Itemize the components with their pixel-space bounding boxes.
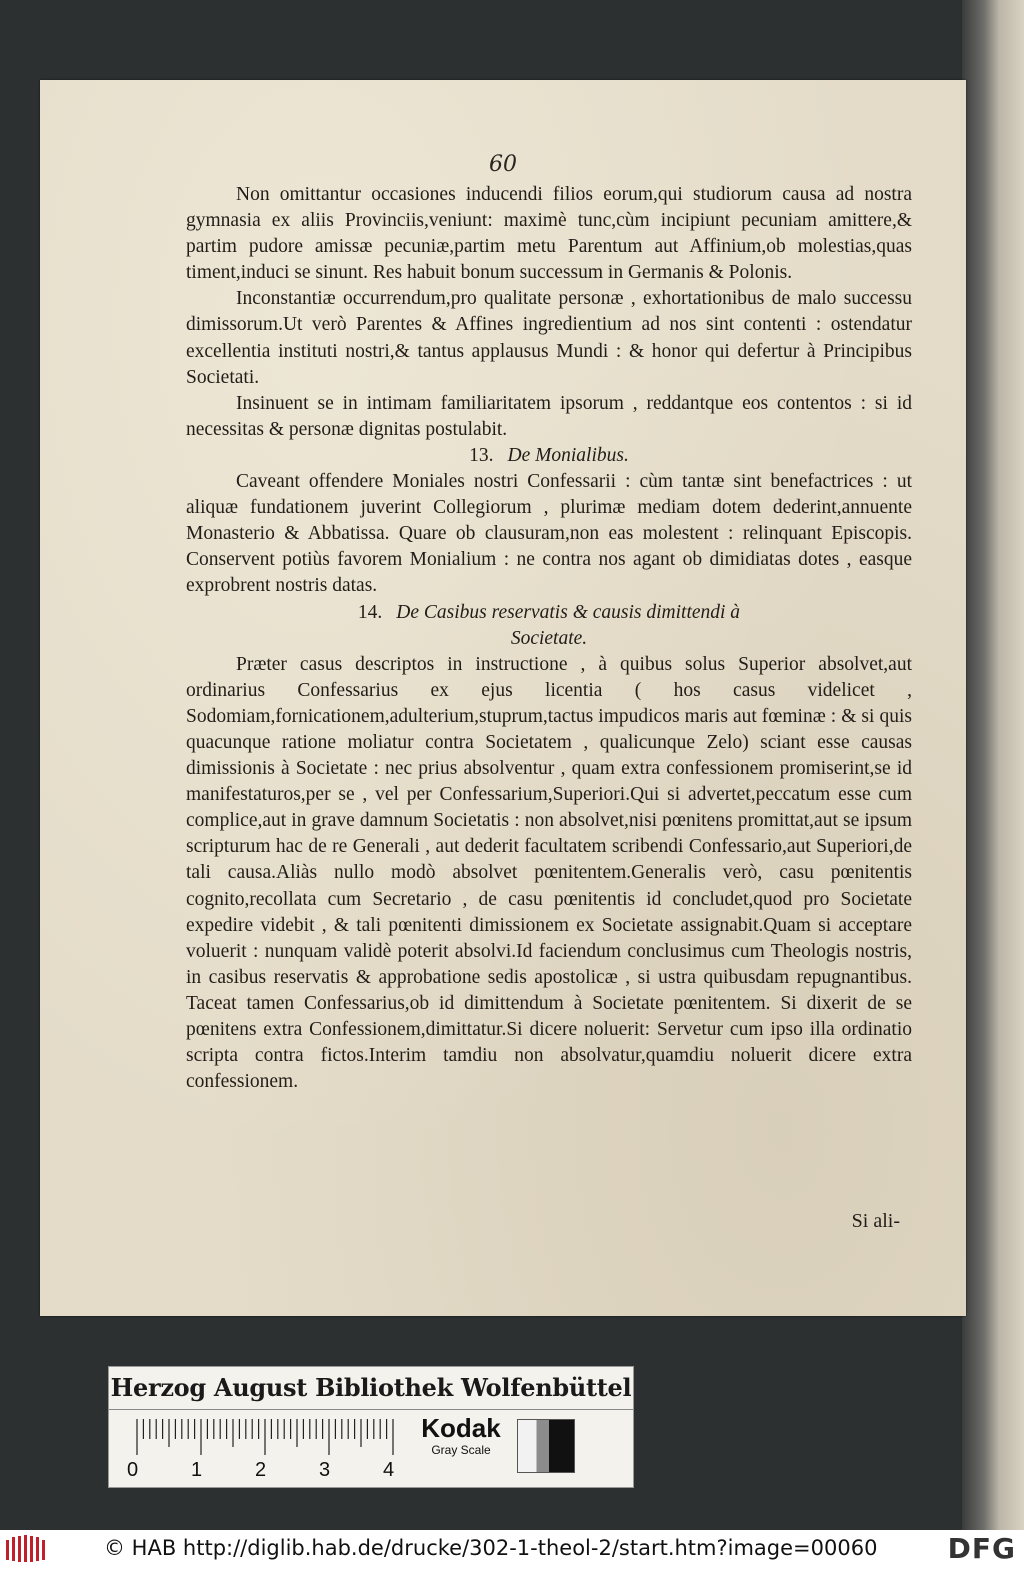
page-text <box>186 182 912 1095</box>
hab-logo-icon <box>4 1534 50 1564</box>
adjacent-page-edge <box>962 0 1024 1530</box>
library-name: Herzog August Bibliothek Wolfenbüttel <box>110 1373 632 1402</box>
section-title-13: De Monialibus. <box>507 444 629 466</box>
section-heading-13 <box>186 443 912 469</box>
library-scale-card <box>108 1366 634 1488</box>
section-heading-14 <box>186 600 912 652</box>
gray-scale-label: Gray Scale <box>431 1443 491 1457</box>
ruler-number: 0 <box>127 1459 139 1481</box>
ruler-number: 3 <box>319 1459 331 1481</box>
section-number-14: 14. <box>357 601 383 623</box>
gray-swatches <box>517 1419 575 1473</box>
ruler-number: 1 <box>191 1459 203 1481</box>
paragraph-14: Præter casus descriptos in instructione , à quibus solus Superior absolvet,aut ordinarius Confessarius ex ejus licentia ( hos casus videlicet , Sodomiam,fornicationem,adulterium,stuprum,tactus impudicos maris aut fœminæ : & si quis quacunque ratione moliatur contra Societatem , qualicunque Zelo) sciant esse causas dimissionis à Societate : nec prius absolventur , quam extra confessionem promiserint,se id manifestaturos,per se , vel per Confessarium,Superiori.Qui si advertet,peccatum esse cum complice,aut in grave damnum Societatis : non absolvet,nisi pœnitens promittat,aut se ipsum scripturum hac de re Generali , aut dederit facultatem scribendi Confessario,aut Superiori,de tali causa.Aliàs nullo modò absolvet pœnitentem.Generalis verò, casu pœnitentis cognito,recollata cum Secretario , de casu pœnitentis id concludet,quod pro Societate expedire videbit , & tali pœnitenti dimissionem ex Societate assignabit.Quam si acceptare voluerit : nunquam validè poterit absolvi.Id faciendum conclusimus cum Theologis nostris, in casibus reservatis & approbatione sedis apostolicæ , si ustra quibusdam repugnantibus. Taceat tamen Confessarius,ob id dimittendum à Societate pœnitentem. Si dixerit de se pœnitens extra Confessionem,dimittatur.Si dicere noluerit: Servetur cum ipso illa ordinatio scripta contra fictos.Interim tamdiu non absolvatur,quamdiu noluerit dicere extra confessionem. <box>186 653 912 1093</box>
kodak-logo: Kodak <box>421 1413 501 1443</box>
section-title-14-line2: Societate. <box>510 627 588 649</box>
book-page <box>40 80 966 1316</box>
catchword: Si ali- <box>851 1210 900 1232</box>
footer-bar <box>0 1530 1024 1569</box>
paragraph-1: Non omittantur occasiones inducendi filios eorum,qui studiorum causa ad nostra gymnasia ex aliis Provinciis,veniunt: maximè tunc,cùm incipiunt pecuniam amittere,& partim pudore amissæ pecuniæ,partim metu Parentum aut Affinium,ob molestias,quas timent,induci se sinunt. Res habuit bonum successum in Germanis & Polonis. <box>186 184 912 284</box>
section-number-13: 13. <box>469 444 494 466</box>
ruler-number: 4 <box>383 1459 395 1481</box>
ruler-numbers <box>127 1459 417 1481</box>
page-number: 60 <box>489 152 517 177</box>
card-divider <box>109 1409 633 1410</box>
ruler-ticks <box>135 1419 395 1457</box>
section-title-14: De Casibus reservatis & causis dimittendi à <box>396 601 741 623</box>
dfg-logo: DFG <box>947 1532 1016 1565</box>
paragraph-2: Inconstantiæ occurrendum,pro qualitate personæ , exhortationibus de malo successu dimissorum.Ut verò Parentes & Affines ingredientium ad nos sint contenti : ostendatur excellentia instituti nostri,& tantus applausus Mundi : & honor qui defertur à Principibus Societati. <box>186 288 912 388</box>
paragraph-3: Insinuent se in intimam familiaritatem ipsorum , reddantque eos contentos : si id necessitas & personæ dignitas postulabit. <box>186 392 912 440</box>
copyright-url[interactable]: © HAB http://diglib.hab.de/drucke/302-1-theol-2/start.htm?image=00060 <box>104 1536 878 1560</box>
ruler-number: 2 <box>255 1459 267 1481</box>
paragraph-13: Caveant offendere Moniales nostri Confessarii : cùm tantæ sint benefactrices : ut aliquæ fundationem juverint Collegiorum , plurimæ mediam dotem dederint,annuente Monasterio & Abbatissa. Quare ob clausuram,non eas molestent : relinquant Episcopis. Conservent potiùs favorem Monialium : ne contra nos agant ob dimidiatas dotes , easque exprobrent nostris datas. <box>186 471 912 597</box>
